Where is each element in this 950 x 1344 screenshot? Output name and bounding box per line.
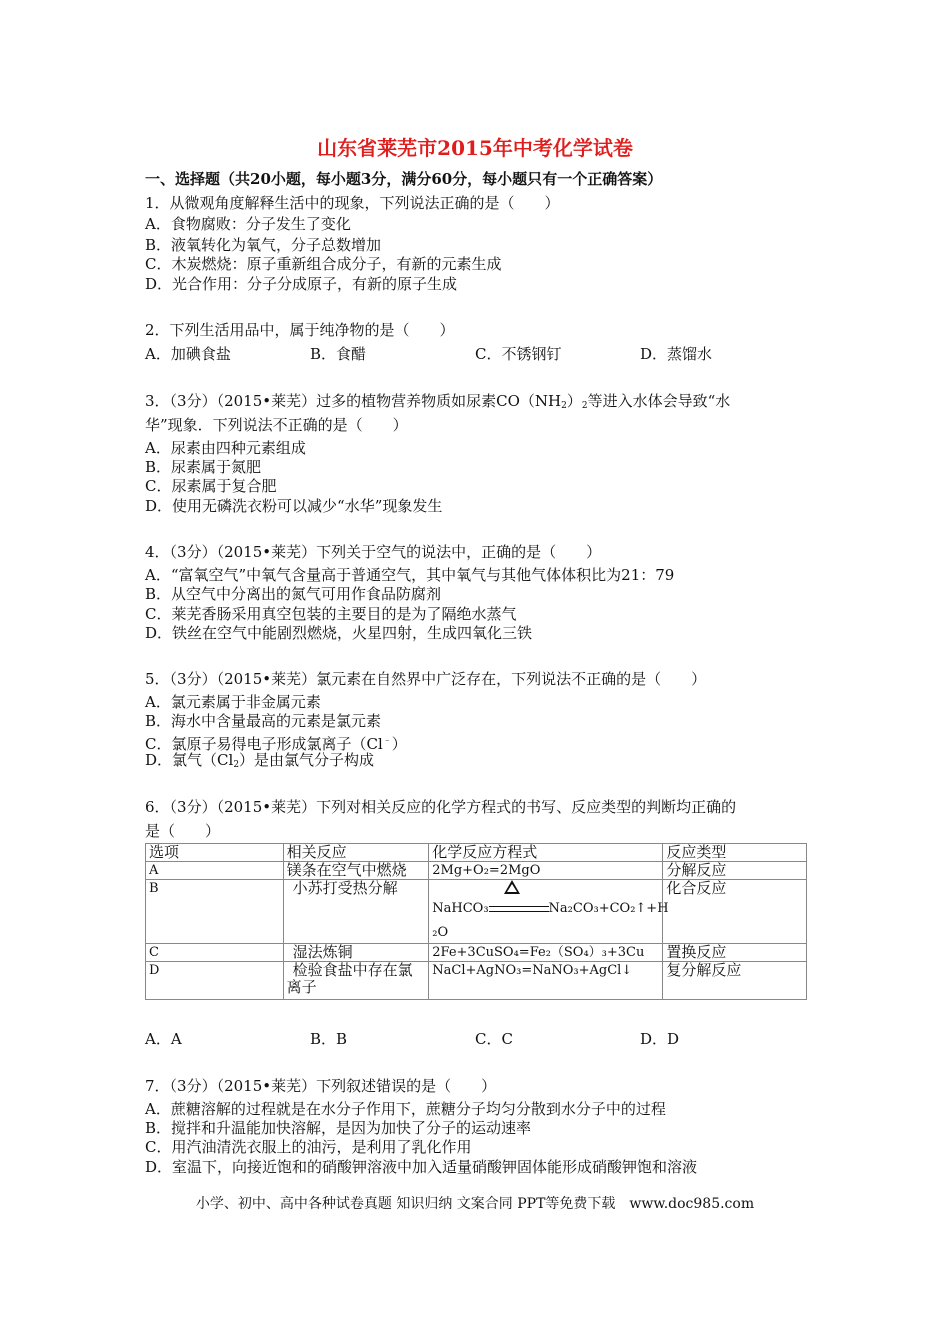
table-header: 反应类型 (663, 844, 807, 862)
q2-option-a: A．加碘食盐 (145, 345, 231, 363)
q6-option-b: B．B (310, 1030, 348, 1048)
table-header: 相关反应 (283, 844, 429, 862)
table-cell: 化合反应 (663, 880, 807, 944)
q2-option-b: B．食醋 (310, 345, 367, 363)
q3-option-a: A．尿素由四种元素组成 (145, 439, 306, 457)
q4-option-d: D．铁丝在空气中能剧烈燃烧，火星四射，生成四氧化三铁 (145, 624, 533, 642)
q3-option-d: D．使用无磷洗衣粉可以减少“水华”现象发生 (145, 497, 443, 515)
q5-option-b: B．海水中含量最高的元素是氯元素 (145, 712, 382, 730)
table-row (146, 962, 807, 1000)
q4-stem: 4．（3分）（2015•莱芜）下列关于空气的说法中，正确的是（ ） (145, 543, 602, 561)
q6-stem-line1: 6．（3分）（2015•莱芜）下列对相关反应的化学方程式的书写、反应类型的判断均正确的 (145, 798, 737, 816)
table-cell: 湿法炼铜 (283, 944, 429, 962)
table-cell: 镁条在空气中燃烧 (283, 862, 429, 880)
heat-triangle-icon (504, 880, 520, 894)
table-header: 化学反应方程式 (429, 844, 663, 862)
q3-stem-line2: 华”现象．下列说法不正确的是（ ） (145, 416, 408, 434)
table-cell: A (146, 862, 284, 880)
table-header: 选项 (146, 844, 284, 862)
page-footer: 小学、初中、高中各种试卷真题 知识归纳 文案合同 PPT等免费下载 www.doc985.com (195, 1196, 755, 1212)
exam-title: 山东省莱芜市2015年中考化学试卷 (317, 136, 633, 160)
table-row (146, 862, 807, 880)
q7-stem: 7．（3分）（2015•莱芜）下列叙述错误的是（ ） (145, 1077, 497, 1095)
equals-sign-icon (489, 906, 549, 912)
q2-stem: 2．下列生活用品中，属于纯净物的是（ ） (145, 321, 455, 339)
q3-option-b: B．尿素属于氮肥 (145, 458, 262, 476)
q7-option-a: A．蔗糖溶解的过程就是在水分子作用下，蔗糖分子均匀分散到水分子中的过程 (145, 1100, 666, 1118)
q1-stem: 1．从微观角度解释生活中的现象，下列说法正确的是（ ） (145, 194, 560, 212)
q3-option-c: C．尿素属于复合肥 (145, 477, 277, 495)
q7-option-b: B．搅拌和升温能加快溶解，是因为加快了分子的运动速率 (145, 1119, 532, 1137)
q6-option-a: A．A (145, 1030, 182, 1048)
q5-option-a: A．氯元素属于非金属元素 (145, 693, 321, 711)
table-header-row (146, 844, 807, 862)
table-cell: NaCl+AgNO₃=NaNO₃+AgCl↓ (429, 962, 663, 1000)
q4-option-a: A．“富氧空气”中氧气含量高于普通空气，其中氧气与其他气体体积比为21：79 (145, 566, 675, 584)
table-cell: 复分解反应 (663, 962, 807, 1000)
q6-table (145, 843, 807, 1000)
table-cell: 2Fe+3CuSO₄=Fe₂（SO₄）₃+3Cu (429, 944, 663, 962)
table-cell: 分解反应 (663, 862, 807, 880)
q3-stem-line1: 3．（3分）（2015•莱芜）过多的植物营养物质如尿素$CO(NH_2)_2$等进入水体会导致“水 (145, 392, 731, 411)
table-cell: 小苏打受热分解 (283, 880, 429, 944)
q1-option-a: A．食物腐败：分子发生了变化 (145, 215, 351, 233)
q7-option-d: D．室温下，向接近饱和的硝酸钾溶液中加入适量硝酸钾固体能形成硝酸钾饱和溶液 (145, 1158, 698, 1176)
table-cell: 2Mg+O₂=2MgO (429, 862, 663, 880)
table-cell: NaHCO₃ Na₂CO₃+CO₂↑+H ₂O (429, 880, 663, 944)
table-cell: 检验食盐中存在氯离子 (283, 962, 429, 1000)
table-cell: C (146, 944, 284, 962)
q2-option-d: D．蒸馏水 (640, 345, 713, 363)
q5-stem: 5．（3分）（2015•莱芜）氯元素在自然界中广泛存在，下列说法不正确的是（ ） (145, 670, 707, 688)
q7-option-c: C．用汽油清洗衣服上的油污，是利用了乳化作用 (145, 1138, 472, 1156)
q6-stem-line2: 是（ ） (145, 822, 221, 840)
q5-option-d: D．氯气$(Cl_2)$是由氯气分子构成 (145, 751, 375, 770)
table-cell: D (146, 962, 284, 1000)
q4-option-b: B．从空气中分离出的氮气可用作食品防腐剂 (145, 585, 442, 603)
q6-option-c: C．C (475, 1030, 513, 1048)
table-cell: 置换反应 (663, 944, 807, 962)
section-heading: 一、选择题（共20小题，每小题3分，满分60分，每小题只有一个正确答案） (145, 170, 663, 188)
q1-option-d: D．光合作用：分子分成原子，有新的原子生成 (145, 275, 458, 293)
q2-option-c: C．不锈钢钉 (475, 345, 562, 363)
q1-option-b: B．液氧转化为氧气，分子总数增加 (145, 236, 382, 254)
q6-option-d: D．D (640, 1030, 680, 1048)
table-row (146, 944, 807, 962)
table-row (146, 880, 807, 944)
q4-option-c: C．莱芜香肠采用真空包装的主要目的是为了隔绝水蒸气 (145, 605, 517, 623)
q1-option-c: C．木炭燃烧：原子重新组合成分子，有新的元素生成 (145, 255, 502, 273)
q5-option-c: C．氯原子易得电子形成氯离子（Cl﹣） (145, 735, 407, 753)
table-cell: B (146, 880, 284, 944)
